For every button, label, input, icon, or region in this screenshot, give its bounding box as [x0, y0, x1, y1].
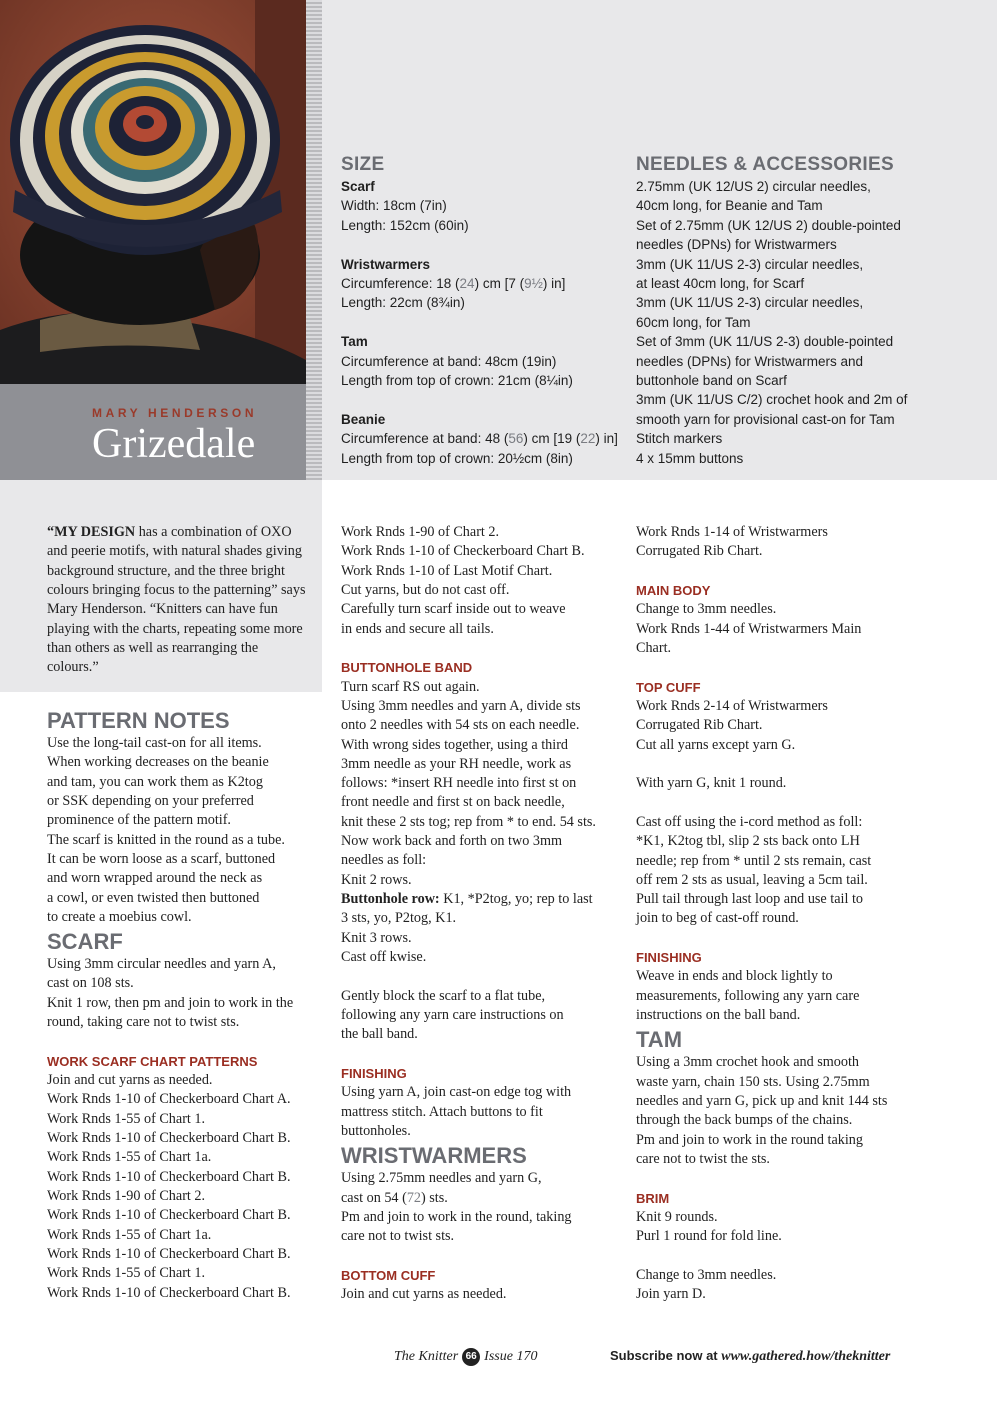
pattern-notes-text	[47, 734, 332, 927]
text-line: *K1, K2tog tbl, slip 2 sts back onto LH	[636, 833, 860, 850]
text-line: Work Rnds 1-10 of Checkerboard Chart B.	[47, 1207, 291, 1224]
block-text	[341, 987, 626, 1045]
text-line: Knit 2 rows.	[341, 871, 412, 888]
text-line: care not to twist sts.	[341, 1228, 455, 1245]
text-line: Work Rnds 1-10 of Last Motif Chart.	[341, 562, 553, 579]
text-line: Work Rnds 1-55 of Chart 1.	[47, 1265, 206, 1282]
needles-item: Stitch markers	[636, 431, 723, 447]
text-line: Change to 3mm needles.	[636, 1266, 777, 1283]
text-line: Work Rnds 1-55 of Chart 1a.	[47, 1149, 212, 1166]
size-beanie-band: Circumference at band: 48 (56) cm [19 (22) in]	[341, 431, 618, 447]
column-3	[636, 523, 921, 1305]
text-line: Corrugated Rib Chart.	[636, 717, 763, 734]
text-line: Work Rnds 1-55 of Chart 1a.	[47, 1226, 212, 1243]
text-line: Corrugated Rib Chart.	[636, 543, 763, 560]
page-number: 66	[462, 1348, 480, 1366]
text-line: and worn wrapped around the neck as	[47, 870, 263, 887]
text-line: mattress stitch. Attach buttons to fit	[341, 1103, 543, 1120]
text-line: Carefully turn scarf inside out to weave	[341, 601, 566, 618]
text-line: Knit 9 rounds.	[636, 1209, 718, 1225]
text-line: to create a moebius cowl.	[47, 908, 192, 925]
text-line: prominence of the pattern motif.	[47, 812, 231, 829]
text-line: Join yarn D.	[636, 1286, 706, 1303]
needles-section	[636, 153, 936, 468]
text-line: 3 sts, yo, P2tog, K1.	[341, 910, 457, 927]
text-line: waste yarn, chain 150 sts. Using 2.75mm	[636, 1073, 870, 1090]
text-line: Pm and join to work in the round taking	[636, 1131, 863, 1148]
needles-item: 40cm long, for Beanie and Tam	[636, 198, 823, 214]
text-line: measurements, following any yarn care	[636, 987, 860, 1004]
text-line: Using yarn A, join cast-on edge tog with	[341, 1084, 572, 1101]
size-heading: SIZE	[341, 154, 385, 175]
binding-stitching	[306, 0, 322, 480]
needles-item: 60cm long, for Tam	[636, 314, 751, 330]
text-line: Now work back and forth on two 3mm	[341, 833, 563, 850]
buttonhole-band-heading: BUTTONHOLE BAND	[341, 660, 473, 676]
text-line: a cowl, or even twisted then buttoned	[47, 889, 260, 906]
text-line: Cast off using the i-cord method as foll:	[636, 813, 863, 830]
work-scarf-heading: WORK SCARF CHART PATTERNS	[47, 1053, 258, 1069]
main-body-heading: MAIN BODY	[636, 582, 711, 598]
column-1	[47, 706, 332, 1303]
size-wrist-label: Wristwarmers	[341, 256, 431, 272]
size-scarf-label: Scarf	[341, 179, 375, 194]
text-line: needles and yarn G, pick up and knit 144 sts	[636, 1093, 888, 1110]
text-line: Chart.	[636, 639, 672, 656]
size-wrist-length: Length: 22cm (8¾in)	[341, 295, 465, 311]
text-line: Pm and join to work in the round, taking	[341, 1208, 572, 1225]
tam-text	[636, 1053, 921, 1169]
needles-item: Set of 3mm (UK 11/US 2-3) double-pointed	[636, 334, 894, 350]
needles-item: at least 40cm long, for Scarf	[636, 276, 805, 292]
text-line: onto 2 needles with 54 sts on each needle.	[341, 717, 580, 734]
footer-magazine	[394, 1348, 537, 1366]
scarf-continued-text	[341, 523, 626, 639]
text-line: care not to twist the sts.	[636, 1150, 770, 1167]
brim-heading: BRIM	[636, 1190, 670, 1206]
wristwarmers-line-1: Using 2.75mm needles and yarn G,	[341, 1170, 542, 1187]
text-line: Change to 3mm needles.	[636, 601, 777, 618]
text-line: buttonholes.	[341, 1122, 411, 1139]
text-line: Work Rnds 1-10 of Checkerboard Chart B.	[47, 1130, 291, 1147]
needles-heading: NEEDLES & ACCESSORIES	[636, 154, 894, 175]
brim-text	[636, 1208, 921, 1247]
wristwarmers-heading: WRISTWARMERS	[341, 1143, 527, 1169]
text-line: Using 3mm circular needles and yarn A,	[47, 956, 276, 973]
text-line: The scarf is knitted in the round as a tube.	[47, 831, 285, 848]
text-line: knit these 2 sts tog; rep from * to end. 54 sts.	[341, 813, 596, 830]
text-line: Work Rnds 1-10 of Checkerboard Chart B.	[47, 1284, 291, 1301]
text-line: Knit 3 rows.	[341, 929, 412, 946]
needles-item: 3mm (UK 11/US 2-3) circular needles,	[636, 256, 864, 272]
text-line: off rem 2 sts as usual, leaving a 5cm tail.	[636, 871, 868, 888]
knitted-tam-photo-icon	[0, 0, 306, 385]
text-line: Work Rnds 1-10 of Checkerboard Chart A.	[47, 1091, 291, 1108]
size-wrist-circ: Circumference: 18 (24) cm [7 (9½) in]	[341, 276, 566, 292]
text-line: Cut all yarns except yarn G.	[636, 736, 796, 753]
text-line: Work Rnds 1-90 of Chart 2.	[341, 524, 500, 540]
footer-subscribe	[610, 1348, 890, 1365]
text-line: Using a 3mm crochet hook and smooth	[636, 1054, 860, 1071]
text-line: 3mm needle as your RH needle, work as	[341, 755, 572, 772]
text-line: Work Rnds 1-55 of Chart 1.	[47, 1110, 206, 1127]
text-line: the ball band.	[341, 1026, 418, 1043]
text-line: Knit 1 row, then pm and join to work in the	[47, 994, 294, 1011]
size-tam-crown: Length from top of crown: 21cm (8¼in)	[341, 373, 573, 389]
text-line: Use the long-tail cast-on for all items.	[47, 735, 262, 751]
text-line: With wrong sides together, using a third	[341, 736, 569, 753]
cast-off-text	[636, 813, 921, 929]
text-line: Gently block the scarf to a flat tube,	[341, 987, 546, 1004]
size-beanie-crown: Length from top of crown: 20½cm (8in)	[341, 450, 573, 466]
buttonhole-band-text	[341, 678, 626, 890]
text-line: join to beg of cast-off round.	[636, 910, 799, 927]
text-line: needle; rep from * until 2 sts remain, cast	[636, 852, 872, 869]
text-line: Work Rnds 2-14 of Wristwarmers	[636, 698, 828, 714]
text-line: Turn scarf RS out again.	[341, 678, 480, 695]
size-beanie-label: Beanie	[341, 411, 386, 427]
text-line: needles as foll:	[341, 852, 427, 869]
buttonhole-after-text	[341, 909, 626, 967]
subscribe-link[interactable]: www.gathered.how/theknitter	[721, 1349, 891, 1364]
text-line: through the back bumps of the chains.	[636, 1112, 853, 1129]
page-title: Grizedale	[92, 421, 256, 467]
text-line: Purl 1 round for fold line.	[636, 1228, 782, 1245]
text-line: Work Rnds 1-14 of Wristwarmers	[636, 524, 828, 540]
text-line: Pull tail through last loop and use tail to	[636, 891, 863, 908]
wrist-finishing-heading: FINISHING	[636, 950, 702, 966]
text-line: Cut yarns, but do not cast off.	[341, 581, 510, 598]
pattern-notes-heading: PATTERN NOTES	[47, 708, 230, 733]
column-2	[341, 523, 626, 1304]
needles-item: buttonhole band on Scarf	[636, 373, 787, 389]
issue-number: Issue 170	[484, 1349, 538, 1364]
needles-item: 2.75mm (UK 12/US 2) circular needles,	[636, 179, 871, 194]
magazine-name: The Knitter	[394, 1349, 459, 1364]
size-tam-label: Tam	[341, 334, 368, 350]
text-line: Weave in ends and block lightly to	[636, 968, 833, 985]
text-line: front needle and first st on back needle,	[341, 794, 565, 811]
text-line: Work Rnds 1-10 of Checkerboard Chart B.	[341, 543, 585, 560]
needles-item: 3mm (UK 11/US C/2) crochet hook and 2m of	[636, 392, 908, 408]
tam-heading: TAM	[636, 1027, 683, 1053]
top-cuff-text	[636, 697, 921, 755]
needles-item: 4 x 15mm buttons	[636, 450, 744, 466]
wrist-rib-text	[636, 523, 921, 562]
main-body-text	[636, 600, 921, 658]
size-tam-band: Circumference at band: 48cm (19in)	[341, 353, 557, 369]
wristwarmers-text	[341, 1208, 626, 1247]
needles-item: needles (DPNs) for Wristwarmers	[636, 237, 837, 253]
text-line: or SSK depending on your preferred	[47, 792, 254, 809]
author-name: MARY HENDERSON	[92, 406, 258, 420]
brim-after-text	[636, 1266, 921, 1305]
wrist-finishing-text	[636, 967, 921, 1025]
text-line: instructions on the ball band.	[636, 1007, 801, 1024]
text-line: Cast off kwise.	[341, 948, 427, 965]
scarf-finishing-text	[341, 1083, 626, 1141]
text-line: Join and cut yarns as needed.	[341, 1286, 507, 1303]
text-line: following any yarn care instructions on	[341, 1006, 564, 1023]
text-line: Join and cut yarns as needed.	[47, 1072, 213, 1089]
wristwarmers-line-2: cast on 54 (72) sts.	[341, 1189, 448, 1206]
text-line: It can be worn loose as a scarf, buttoned	[47, 850, 276, 867]
work-scarf-text	[47, 1071, 332, 1303]
scarf-heading: SCARF	[47, 929, 123, 955]
text-line: cast on 108 sts.	[47, 975, 134, 992]
text-line: in ends and secure all tails.	[341, 620, 494, 637]
text-line: round, taking care not to twist sts.	[47, 1014, 240, 1031]
size-section	[341, 153, 626, 468]
text-line: Using 3mm needles and yarn A, divide sts	[341, 697, 581, 714]
needles-item: smooth yarn for provisional cast-on for Tam	[636, 411, 895, 427]
text-line: follows: *insert RH needle into first st on	[341, 775, 577, 792]
needles-item: Set of 2.75mm (UK 12/US 2) double-pointed	[636, 217, 901, 233]
needles-item: needles (DPNs) for Wristwarmers and	[636, 353, 864, 369]
top-cuff-heading: TOP CUFF	[636, 679, 701, 695]
scarf-text	[47, 955, 332, 1032]
size-scarf-length: Length: 152cm (60in)	[341, 217, 469, 233]
yarn-g-text	[636, 774, 921, 793]
bottom-cuff-heading: BOTTOM CUFF	[341, 1267, 436, 1283]
text-line: Work Rnds 1-44 of Wristwarmers Main	[636, 620, 862, 637]
text-line: With yarn G, knit 1 round.	[636, 775, 787, 792]
text-line: Work Rnds 1-10 of Checkerboard Chart B.	[47, 1245, 291, 1262]
needles-item: 3mm (UK 11/US 2-3) circular needles,	[636, 295, 864, 311]
subscribe-text: Subscribe now at	[610, 1348, 722, 1363]
bottom-cuff-text	[341, 1285, 626, 1304]
buttonhole-row: Buttonhole row: K1, *P2tog, yo; rep to last	[341, 891, 593, 908]
needles-list	[636, 177, 936, 468]
text-line: Work Rnds 1-90 of Chart 2.	[47, 1187, 206, 1204]
size-scarf-width: Width: 18cm (7in)	[341, 198, 447, 214]
designer-quote: “MY DESIGN has a combination of OXO and peerie motifs, with natural shades giving background structure, and the three bright colours bringing focus to the patterning” says Mary Henderson. “Knitters can have fun playing with the charts, repeating some more than others as well as rearranging the colours.”	[47, 524, 306, 676]
text-line: When working decreases on the beanie	[47, 754, 269, 771]
text-line: and tam, you can work them as K2tog	[47, 773, 263, 790]
scarf-finishing-heading: FINISHING	[341, 1065, 407, 1081]
text-line: Work Rnds 1-10 of Checkerboard Chart B.	[47, 1168, 291, 1185]
